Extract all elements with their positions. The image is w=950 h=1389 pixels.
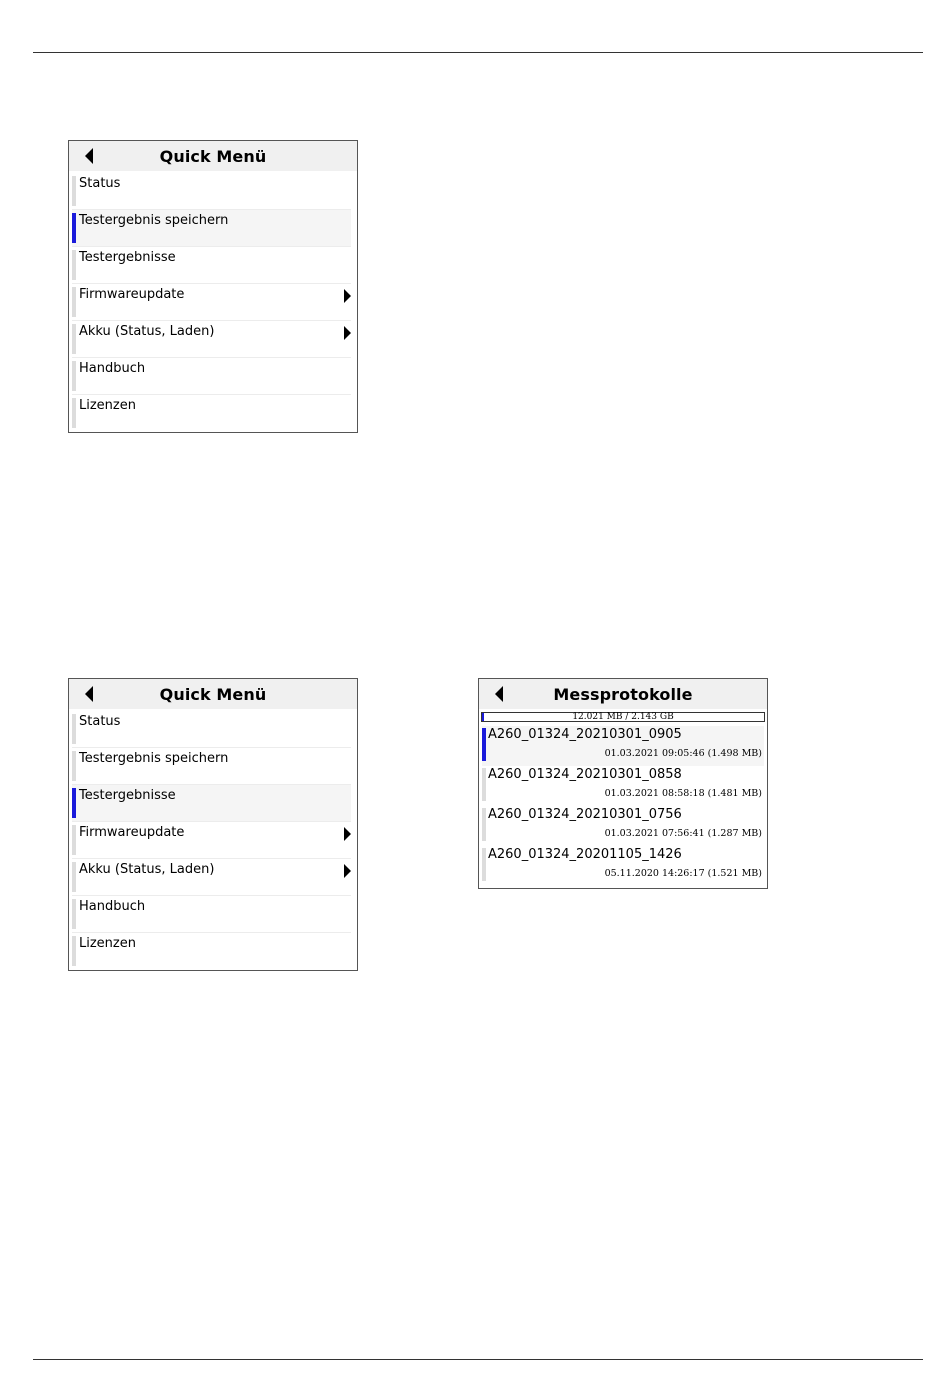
file-name: A260_01324_20210301_0756 [488,807,682,822]
menu-item-lizenzen[interactable] [72,933,351,970]
item-indicator-bar [72,825,76,855]
back-arrow-icon[interactable] [85,686,93,702]
menu-item-handbuch[interactable] [72,358,351,395]
menu-item-label: Status [79,714,121,729]
file-name: A260_01324_20201105_1426 [488,847,682,862]
menu-list [69,171,357,432]
menu-item-label: Testergebnis speichern [79,213,229,228]
menu-item-label: Status [79,176,121,191]
item-indicator-bar [72,324,76,354]
item-indicator-bar [72,213,76,243]
screen-header [479,679,767,709]
menu-item-label: Lizenzen [79,398,136,413]
file-name: A260_01324_20210301_0905 [488,727,682,742]
menu-item-label: Firmwareupdate [79,825,185,840]
file-meta: 01.03.2021 07:56:41 (1.287 MB) [604,828,762,839]
menu-item-label: Testergebnisse [79,788,176,803]
screen-title: Quick Menü [159,146,267,166]
item-indicator-bar [72,862,76,892]
screen-title: Quick Menü [159,684,267,704]
item-indicator-bar [72,398,76,428]
item-indicator-bar [72,788,76,818]
menu-item-label: Akku (Status, Laden) [79,324,215,339]
back-arrow-icon[interactable] [495,686,503,702]
file-list-item[interactable] [482,726,764,766]
menu-item-status[interactable] [72,173,351,210]
storage-usage-bar [481,712,765,722]
submenu-arrow-icon [344,326,351,340]
menu-item-firmwareupdate[interactable] [72,284,351,321]
item-indicator-bar [482,728,486,761]
screen-header [69,141,357,171]
back-arrow-icon[interactable] [85,148,93,164]
file-meta: 01.03.2021 09:05:46 (1.498 MB) [604,748,762,759]
screen-title: Messprotokolle [553,684,693,704]
item-indicator-bar [482,808,486,841]
item-indicator-bar [72,361,76,391]
menu-item-label: Testergebnisse [79,250,176,265]
menu-item-testergebnis-speichern[interactable] [72,210,351,247]
menu-item-status[interactable] [72,711,351,748]
file-list-item[interactable] [482,766,764,806]
file-list [479,722,767,888]
item-indicator-bar [72,714,76,744]
item-indicator-bar [72,936,76,966]
storage-usage-text: 12.021 MB / 2.143 GB [572,712,674,722]
submenu-arrow-icon [344,864,351,878]
menu-item-akku[interactable] [72,321,351,358]
item-indicator-bar [72,287,76,317]
top-rule [33,52,923,53]
menu-item-testergebnis-speichern[interactable] [72,748,351,785]
file-list-item[interactable] [482,806,764,846]
file-name: A260_01324_20210301_0858 [488,767,682,782]
submenu-arrow-icon [344,827,351,841]
item-indicator-bar [72,250,76,280]
screen-header [69,679,357,709]
submenu-arrow-icon [344,289,351,303]
menu-item-handbuch[interactable] [72,896,351,933]
file-list-item[interactable] [482,846,764,886]
file-meta: 05.11.2020 14:26:17 (1.521 MB) [604,868,762,879]
menu-item-testergebnisse[interactable] [72,247,351,284]
item-indicator-bar [482,768,486,801]
quick-menu-screen-2 [68,678,358,971]
menu-item-testergebnisse[interactable] [72,785,351,822]
messprotokolle-screen [478,678,768,889]
bottom-rule [33,1359,923,1360]
item-indicator-bar [72,176,76,206]
menu-item-label: Handbuch [79,899,146,914]
menu-item-akku[interactable] [72,859,351,896]
item-indicator-bar [482,848,486,881]
menu-item-label: Lizenzen [79,936,136,951]
menu-item-label: Testergebnis speichern [79,751,229,766]
menu-item-label: Handbuch [79,361,146,376]
menu-item-lizenzen[interactable] [72,395,351,432]
menu-item-label: Akku (Status, Laden) [79,862,215,877]
item-indicator-bar [72,899,76,929]
menu-item-label: Firmwareupdate [79,287,185,302]
file-meta: 01.03.2021 08:58:18 (1.481 MB) [604,788,762,799]
quick-menu-screen-1 [68,140,358,433]
menu-list [69,709,357,970]
item-indicator-bar [72,751,76,781]
menu-item-firmwareupdate[interactable] [72,822,351,859]
